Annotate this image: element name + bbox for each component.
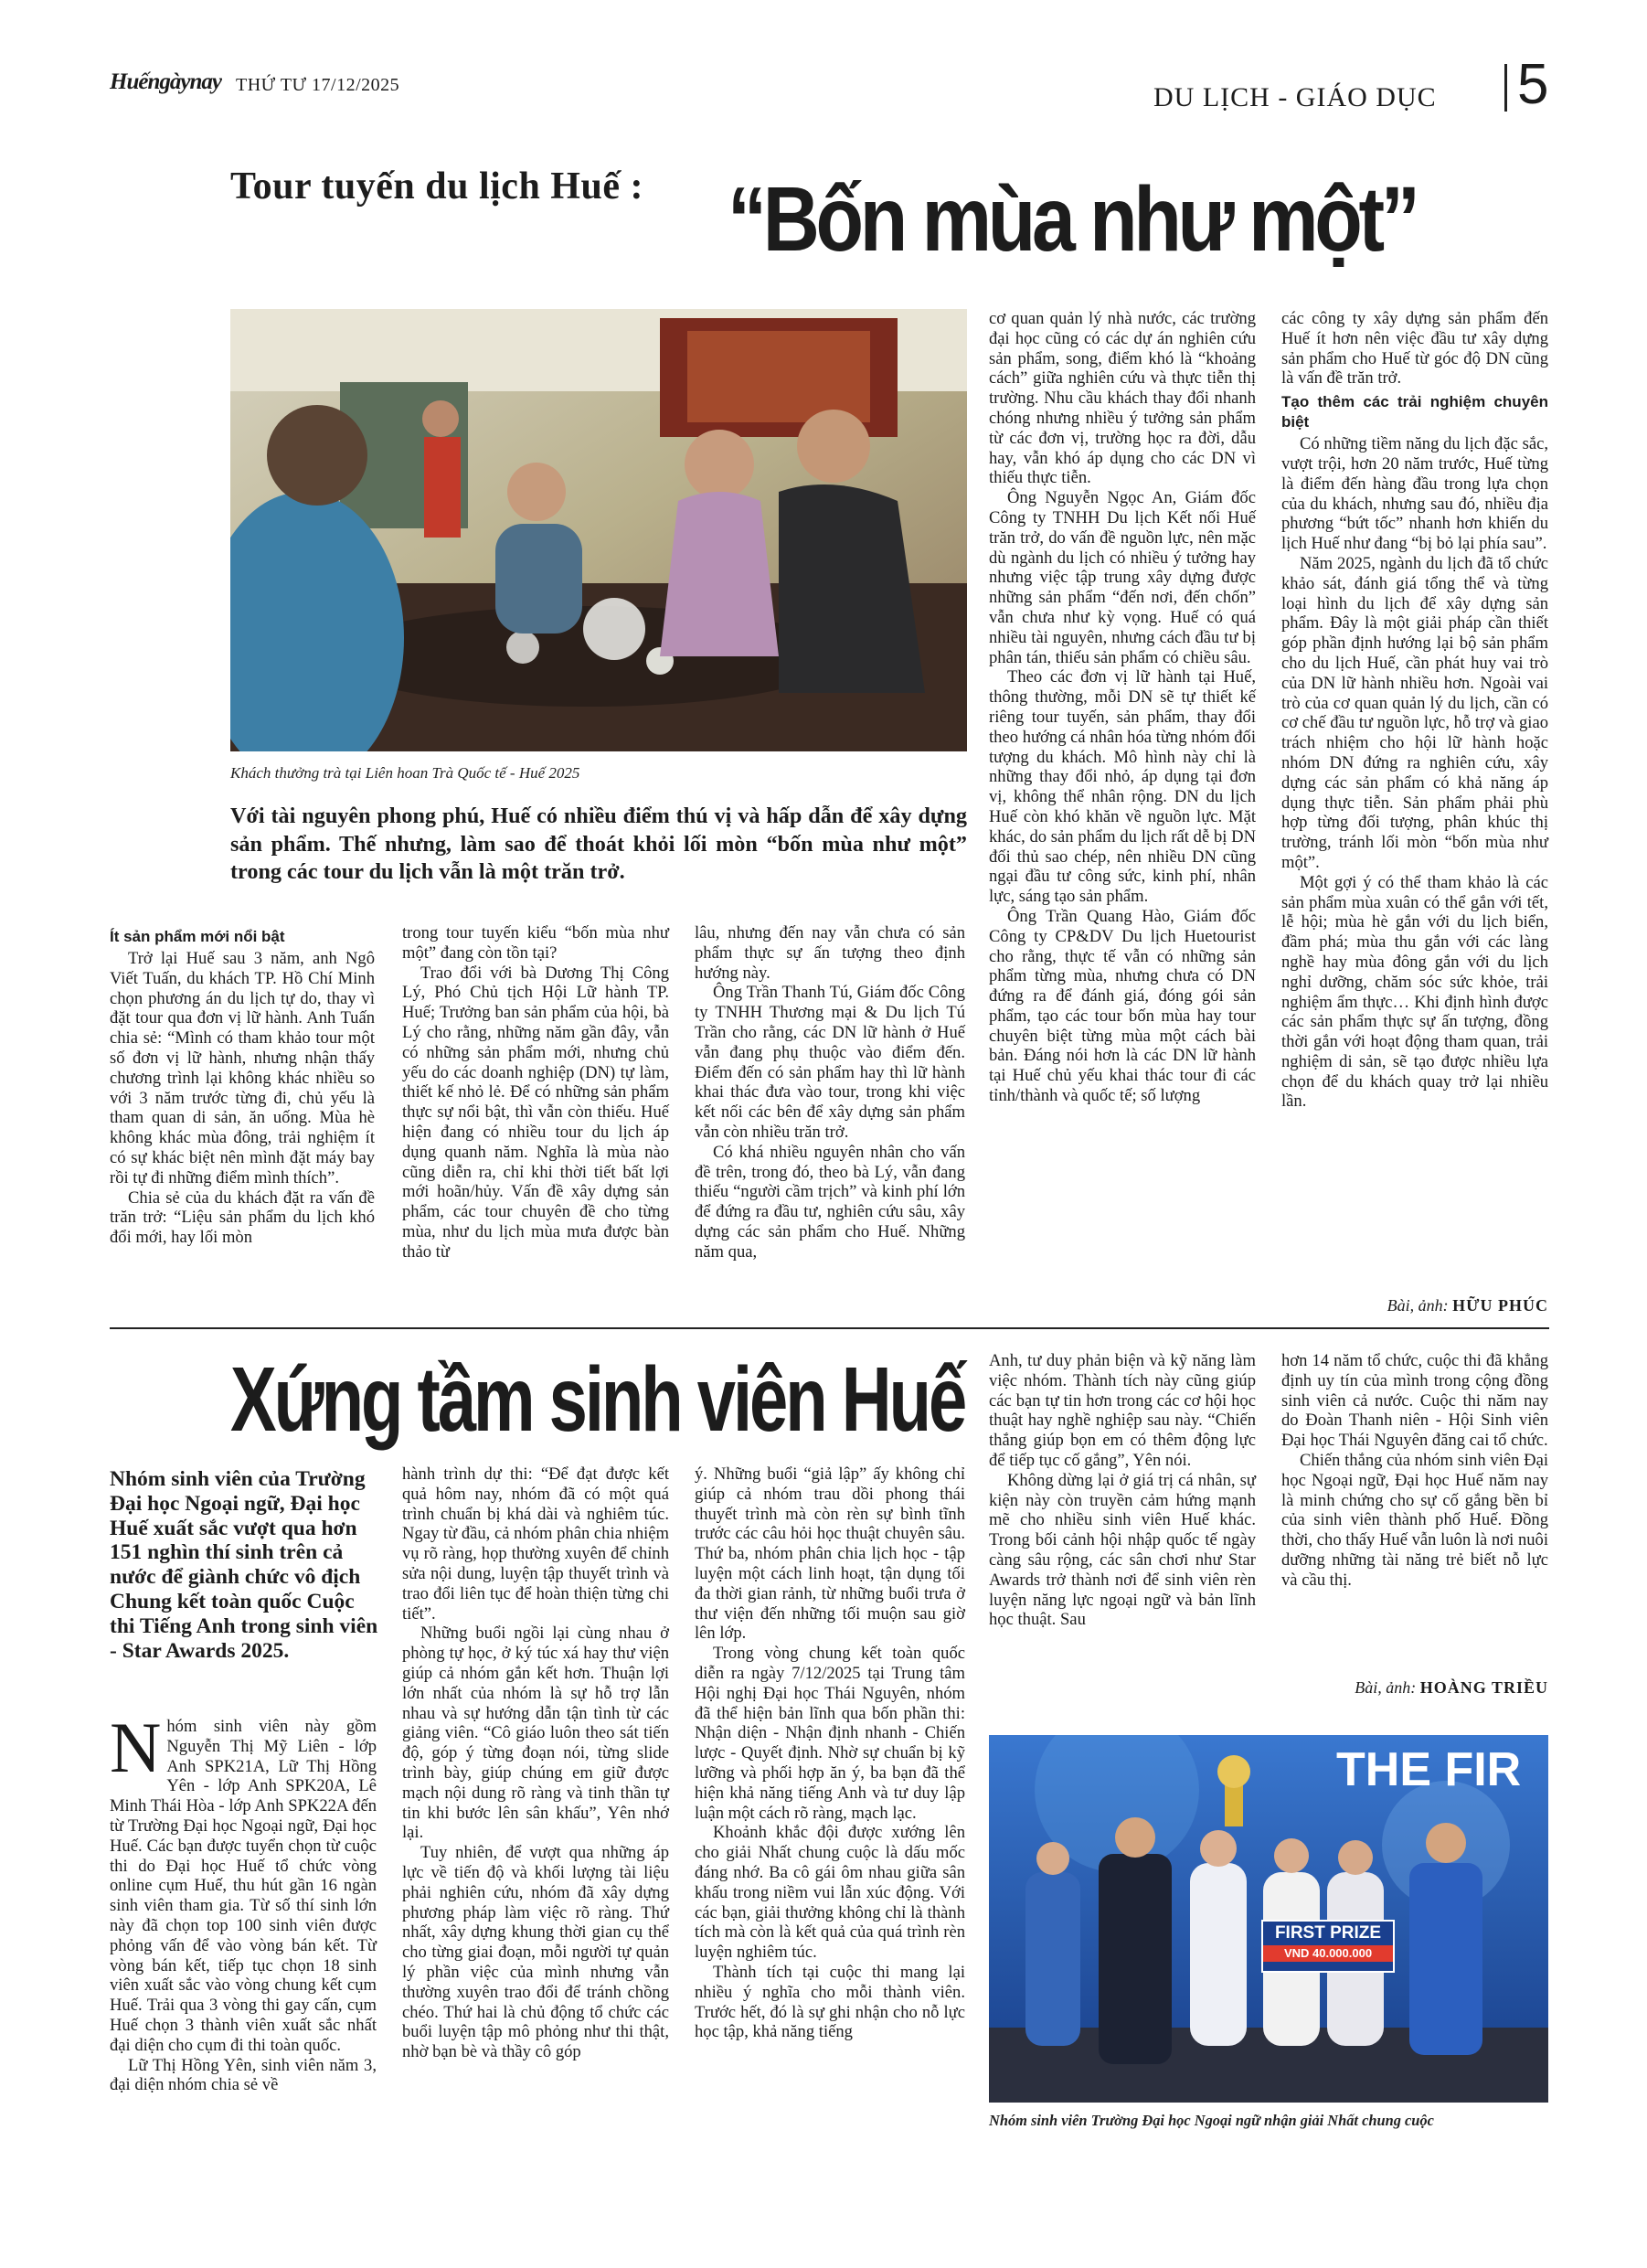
- paragraph: Trao đổi với bà Dương Thị Công Lý, Phó Chủ tịch Hội Lữ hành TP. Huế; Trưởng ban sản phẩm của hội, bà Lý cho rằng, những năm gần đây, vẫn có những sản phẩm mới, nhưng chủ yếu do các doanh nghiệp (DN) tự làm, thiết kế nhỏ lẻ. Để có những sản phẩm thực sự nổi bật, thì vẫn còn thiếu. Huế hiện đang có nhiều tour du lịch áp dụng quanh năm. Nghĩa là mùa nào cũng diễn ra, chỉ khi thời tiết bất lợi mới hoãn/hủy. Vấn đề xây dựng sản phẩm, các tour chuyên đề cho từng mùa, như du lịch mùa mưa được bàn thảo từ: [402, 963, 669, 1262]
- paragraph: Ông Trần Quang Hào, Giám đốc Công ty CP&DV Du lịch Huetourist cho rằng, thực tế vẫn có những sản phẩm từng mùa, nhưng chưa có DN đứng ra để đánh giá, đóng gói sản phẩm, tạo các tour bốn mùa hay tour chuyên biệt từng mùa một cách bài bản. Đáng nói hơn là các DN lữ hành tại Huế chủ yếu khai thác tour đi các tỉnh/thành và quốc tế; số lượng: [989, 906, 1256, 1106]
- paragraph: Trở lại Huế sau 3 năm, anh Ngô Viết Tuấn, du khách TP. Hồ Chí Minh chọn phương án du lịch tự do, thay vì đặt tour qua đơn vị lữ hành. Anh Tuấn chia sẻ: “Mình có tham khảo tour một số đơn vị lữ hành, nhưng nhận thấy chương trình lại không khác nhiều so với 3 năm trước từng đi, chủ yếu là tham quan di sản, ăn uống. Mùa hè không khác mùa đông, trải nghiệm ít có sự khác biệt nên mình đặt máy bay rồi tự đi những điểm mình thích”.: [110, 949, 375, 1187]
- award-photo-caption: Nhóm sinh viên Trường Đại học Ngoại ngữ nhận giải Nhất chung cuộc: [989, 2112, 1434, 2129]
- paragraph: Anh, tư duy phản biện và kỹ năng làm việc nhóm. Thành tích này cũng giúp các bạn tự tin hơn trong các cơ hội học thuật hay nghề nghiệp sau này. “Chiến thắng giúp bọn em có thêm động lực để tiếp tục cố gắng”, Yên nói.: [989, 1351, 1256, 1470]
- stage-banner-text: THE FIR: [1336, 1743, 1522, 1796]
- article2-title: Xứng tầm sinh viên Huế: [230, 1348, 965, 1451]
- article2-lead: Nhóm sinh viên của Trường Đại học Ngoại ngữ, Đại học Huế xuất sắc vượt qua hơn 151 nghìn thí sinh trên cả nước để giành chức vô địch Chung kết toàn quốc Cuộc thi Tiếng Anh trong sinh viên - Star Awards 2025.: [110, 1467, 378, 1663]
- byline-prefix: Bài, ảnh:: [1387, 1296, 1449, 1315]
- paragraph: Có những tiềm năng du lịch đặc sắc, vượt trội, hơn 20 năm trước, Huế từng là điểm đến hàng đầu trong lựa chọn của du khách, nhưng sau đó, nhiều địa phương “bứt tốc” nhanh hơn khiến du lịch Huế như đang “bị bỏ lại phía sau”.: [1281, 434, 1548, 554]
- article1-column-5: [1281, 309, 1548, 1112]
- paragraph: Theo các đơn vị lữ hành tại Huế, thông thường, mỗi DN sẽ tự thiết kế riêng tour tuyến, sản phẩm, thay đổi theo hướng cá nhân hóa từng nhóm đối tượng du khách. Mô hình này chỉ là những thay đổi nhỏ, áp dụng tại đơn vị, không thể nhân rộng. DN du lịch Huế còn khó khăn về nguồn lực. Mặt khác, do sản phẩm du lịch rất dễ bị DN đối thủ sao chép, nên nhiều DN cũng ngại đầu tư công sức, kinh phí, nhân lực, sáng tạo sản phẩm.: [989, 667, 1256, 907]
- paragraph: hơn 14 năm tổ chức, cuộc thi đã khẳng định uy tín của mình trong cộng đồng sinh viên cả nước. Cuộc thi năm nay do Đoàn Thanh niên - Hội Sinh viên Đại học Thái Nguyên đăng cai tổ chức.: [1281, 1351, 1548, 1451]
- paragraph: Ông Nguyễn Ngọc An, Giám đốc Công ty TNHH Du lịch Kết nối Huế trăn trở, do vấn đề nguồn lực, nên mặc dù ngành du lịch có nhiều ý tưởng hay nhưng việc tập trung xây dựng được những sản phẩm “đến nơi, đến chốn” vẫn chưa như kỳ vọng. Huế có quá nhiều tài nguyên, nhưng cách đầu tư bị phân tán, thiếu sản phẩm có chiều sâu.: [989, 488, 1256, 667]
- paragraph: Trong vòng chung kết toàn quốc diễn ra ngày 7/12/2025 tại Trung tâm Hội nghị Đại học Thái Nguyên, nhóm đã thể hiện bản lĩnh qua bốn phần thi: Nhận diện - Nhận định nhanh - Chiến lược - Quyết định. Nhờ sự chuẩn bị kỹ lưỡng và phối hợp ăn ý, ba bạn đã thể hiện khả năng tiếng Anh và tư duy lập luận một cách rõ ràng, mạch lạc.: [695, 1644, 965, 1823]
- article1-lead: Với tài nguyên phong phú, Huế có nhiều điểm thú vị và hấp dẫn để xây dựng sản phẩm. Thế nhưng, làm sao để thoát khỏi lối mòn “bốn mùa như một” trong các tour du lịch vẫn là một trăn trở.: [230, 804, 967, 884]
- masthead-logo: Huếngàynay: [110, 69, 221, 94]
- drop-cap: N: [110, 1708, 162, 1787]
- byline-prefix: Bài, ảnh:: [1355, 1678, 1417, 1697]
- article2-column-5: [1281, 1351, 1548, 1591]
- article1-column-4: [989, 309, 1256, 1106]
- paragraph: Không dừng lại ở giá trị cá nhân, sự kiện này còn truyền cảm hứng mạnh mẽ cho nhiều sinh viên Huế khác. Trong bối cảnh hội nhập quốc tế ngày càng sâu rộng, các sân chơi như Star Awards trở thành nơi để sinh viên rèn luyện năng lực ngoại ngữ và bản lĩnh học thuật. Sau: [989, 1470, 1256, 1630]
- paragraph: Một gợi ý có thể tham khảo là các sản phẩm mùa xuân có thể gắn với tết, lễ hội; mùa hè gắn với du lịch biển, đầm phá; mùa thu gắn với các làng nghề hay mùa đông gắn với du lịch nghỉ dưỡng, chăm sóc sức khỏe, trải nghiệm ẩm thực… Khi định hình được các sản phẩm thực sự ấn tượng, đồng thời gắn với hoạt động tham quan, trải nghiệm di sản, sẽ tạo được nhiều lựa chọn để du khách quay trở lại nhiều lần.: [1281, 872, 1548, 1112]
- paragraph-text: hóm sinh viên này gồm Nguyễn Thị Mỹ Liên - lớp Anh SPK21A, Lữ Thị Hồng Yên - lớp Anh SPK20A, Lê Minh Thái Hòa - lớp Anh SPK22A đến từ Trường Đại học Ngoại ngữ, Đại học Huế. Các bạn được tuyển chọn từ cuộc thi do Đại học Huế tổ chức vòng online cụm Huế, thu hút gần 16 ngàn sinh viên tham gia. Từ số thí sinh lớn này đã chọn top 100 sinh viên được phỏng vấn để vào vòng bán kết. Từ vòng bán kết, tiếp tục chọn 18 sinh viên xuất sắc vào vòng chung kết cụm Huế. Trải qua 3 vòng thi gay cấn, cụm Huế chọn 3 thành viên xuất sắc nhất đại diện cho cụm đi thi toàn quốc.: [110, 1717, 377, 2055]
- page-number: 5: [1517, 53, 1549, 116]
- paragraph: lâu, nhưng đến nay vẫn chưa có sản phẩm thực sự ấn tượng theo định hướng này.: [695, 923, 965, 983]
- paragraph: các công ty xây dựng sản phẩm đến Huế ít hơn nên việc đầu tư xây dựng sản phẩm cho Huế từ góc độ DN cũng là vấn đề trăn trở.: [1281, 309, 1548, 389]
- header-divider: [1504, 64, 1507, 112]
- tea-photo-caption: Khách thưởng trà tại Liên hoan Trà Quốc tế - Huế 2025: [230, 764, 580, 782]
- article2-column-2: [402, 1464, 669, 2062]
- paragraph: Ông Trần Thanh Tú, Giám đốc Công ty TNHH Thương mại & Du lịch Tú Trần cho rằng, các DN lữ hành ở Huế vẫn đang phụ thuộc vào điểm đến. Điểm đến có sản phẩm hay thì lữ hành khai thác đưa vào tour, trong khi việc kết nối các bên để xây dựng sản phẩm vẫn còn nhiều trăn trở.: [695, 983, 965, 1142]
- byline-author: HỮU PHÚC: [1452, 1296, 1548, 1315]
- tea-festival-photo: [230, 309, 967, 751]
- article1-subheading-1: Ít sản phẩm mới nổi bật: [110, 928, 285, 945]
- article2-byline: [1281, 1678, 1548, 1698]
- prize-board: [1261, 1920, 1395, 1973]
- paragraph: ý. Những buổi “giả lập” ấy không chỉ giúp cả nhóm trau dồi phong thái thuyết trình mà còn rèn sự bình tĩnh trước các câu hỏi học thuật chuyên sâu. Thứ ba, nhóm phân chia lịch học - tập luyện một cách linh hoạt, tận dụng tối đa thời gian rảnh, từ những buổi trưa ở thư viện đến những tối muộn sau giờ lên lớp.: [695, 1464, 965, 1644]
- paragraph: Khoảnh khắc đội được xướng lên cho giải Nhất chung cuộc là dấu mốc đáng nhớ. Ba cô gái ôm nhau giữa sân khấu trong niềm vui lẫn xúc động. Với các bạn, giải thưởng không chỉ là thành tích mà còn là kết quả của quá trình rèn luyện nghiêm túc.: [695, 1823, 965, 1963]
- award-ceremony-photo: [989, 1735, 1548, 2103]
- article1-column-2: [402, 923, 669, 1262]
- issue-date: THỨ TƯ 17/12/2025: [236, 75, 400, 95]
- article1-title: “Bốn mùa như một”: [728, 168, 1417, 271]
- paragraph: Thành tích tại cuộc thi mang lại nhiều ý nghĩa cho mỗi thành viên. Trước hết, đó là sự ghi nhận cho nỗ lực học tập, khả năng tiếng: [695, 1962, 965, 2042]
- article2-column-4: [989, 1351, 1256, 1630]
- article1-column-1: [110, 923, 375, 1248]
- article1-column-3: [695, 923, 965, 1262]
- paragraph: [110, 1708, 377, 2056]
- section-title: DU LỊCH - GIÁO DỤC: [1153, 82, 1437, 112]
- paragraph: Tuy nhiên, để vượt qua những áp lực về tiến độ và khối lượng tài liệu phải nghiên cứu, nhóm đã xây dựng phương pháp làm việc rõ ràng. Thứ nhất, xây dựng khung thời gian cụ thể cho từng giai đoạn, mỗi người tự quản lý phần việc của mình nhưng vẫn thường xuyên trao đổi để tránh chồng chéo. Thứ hai là chủ động tổ chức các buổi luyện tập mô phỏng như thi thật, nhờ bạn bè và thầy cô góp: [402, 1843, 669, 2062]
- paragraph: Chia sẻ của du khách đặt ra vấn đề trăn trở: “Liệu sản phẩm du lịch khó đổi mới, hay lối mòn: [110, 1187, 375, 1248]
- paragraph: Chiến thắng của nhóm sinh viên Đại học Ngoại ngữ, Đại học Huế năm nay là minh chứng cho sự cố gắng bền bỉ của sinh viên thành phố Huế. Đồng thời, cho thấy Huế vẫn luôn là nơi nuôi dưỡng những tài năng trẻ biết nỗ lực và cầu thị.: [1281, 1450, 1548, 1590]
- byline-author: HOÀNG TRIỀU: [1419, 1678, 1548, 1697]
- prize-amount: VND 40.000.000: [1263, 1945, 1393, 1962]
- paragraph: Năm 2025, ngành du lịch đã tổ chức khảo sát, đánh giá tổng thể và từng loại hình du lịch để xây dựng sản phẩm. Đây là một giải pháp cần thiết góp phần định hướng lại bộ sản phẩm cho du lịch Huế, cần phát huy vai trò của DN lữ hành nhiều hơn. Ngoài vai trò của cơ quan quản lý du lịch, cần có cơ chế đầu tư nguồn lực, hỗ trợ và giao trách nhiệm cho hội lữ hành hoặc nhóm DN đứng ra nghiên cứu, xây dựng các sản phẩm có khả năng áp dụng thực tiễn. Sản phẩm phải phù hợp từng đối tượng, phân khúc thị trường, tránh lối mòn “bốn mùa như một”.: [1281, 553, 1548, 872]
- paragraph: Có khá nhiều nguyên nhân cho vấn đề trên, trong đó, theo bà Lý, vẫn đang thiếu “người cầm trịch” và kinh phí lớn để đứng ra đầu tư, nghiên cứu sâu, xây dựng các sản phẩm cho Huế. Những năm qua,: [695, 1142, 965, 1262]
- article-separator: [110, 1327, 1549, 1329]
- tea-festival-illustration: [230, 309, 967, 751]
- article1-kicker: Tour tuyến du lịch Huế :: [230, 165, 643, 208]
- article1-byline: [1281, 1296, 1548, 1315]
- paragraph: Lữ Thị Hồng Yên, sinh viên năm 3, đại diện nhóm chia sẻ về: [110, 2055, 377, 2095]
- article2-column-1: [110, 1708, 377, 2095]
- paragraph: trong tour tuyến kiểu “bốn mùa như một” đang còn tồn tại?: [402, 923, 669, 963]
- paragraph: cơ quan quản lý nhà nước, các trường đại học cũng có các dự án nghiên cứu sản phẩm, song, điểm khó là “khoảng cách” giữa nghiên cứu và thực tiễn thị trường. Nhu cầu khách thay đổi nhanh chóng nhưng nhiều ý tưởng sản phẩm từ các đơn vị, trường học ra đời, dẫu hay, vẫn khó áp dụng cho các DN vì thiếu thực tiễn.: [989, 309, 1256, 488]
- prize-title: FIRST PRIZE: [1274, 1923, 1382, 1943]
- paragraph: hành trình dự thi: “Để đạt được kết quả hôm nay, nhóm đã có một quá trình chuẩn bị khá dài và nghiêm túc. Ngay từ đầu, cả nhóm phân chia nhiệm vụ rõ ràng, họp thường xuyên để chỉnh sửa nội dung, luyện tập thuyết trình và trao đổi liên tục để hoàn thiện từng chi tiết”.: [402, 1464, 669, 1624]
- article1-subheading-2: Tạo thêm các trải nghiệm chuyên biệt: [1281, 393, 1548, 431]
- article2-column-3: [695, 1464, 965, 2042]
- paragraph: Những buổi ngồi lại cùng nhau ở phòng tự học, ở ký túc xá hay thư viện giúp cả nhóm gắn kết hơn. Thuận lợi lớn nhất của nhóm là sự hỗ trợ lẫn nhau và sự hướng dẫn tận tình từ các giảng viên. “Cô giáo luôn theo sát tiến độ, góp ý từng đoạn nói, từng slide trình bày, giúp chúng em giữ được mạch nội dung rõ ràng và tinh thần tự tin khi bước lên sân khấu”, Yên nhớ lại.: [402, 1624, 669, 1843]
